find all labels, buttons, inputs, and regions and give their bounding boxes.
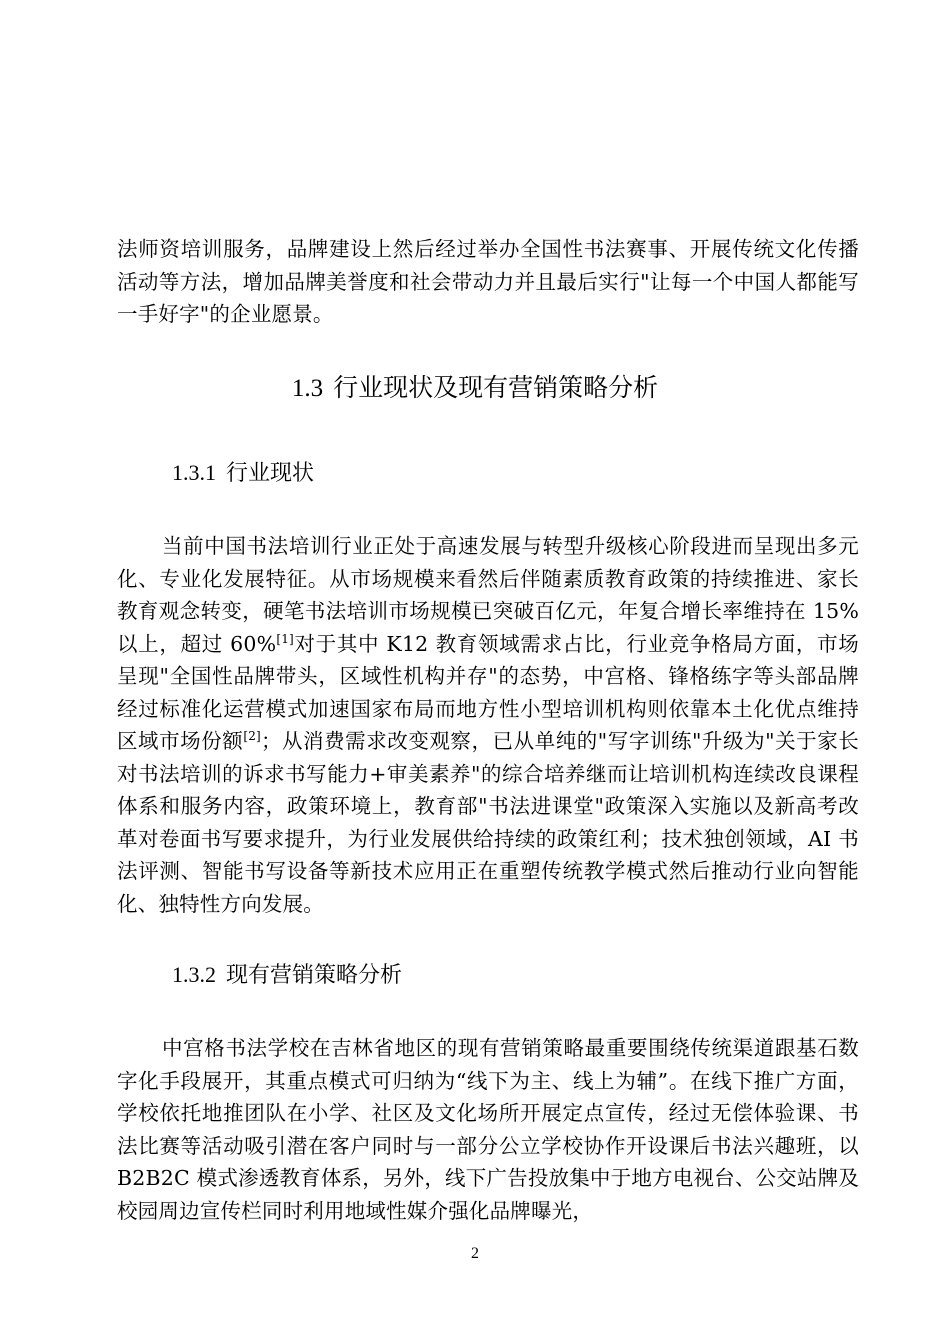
paragraph-text-part-3: ；从消费需求改变观察，已从单纯的"写字训练"升级为"关于家长对书法培训的诉求书写能力+审美素养"的综合培养继而让培训机构连续改良课程体系和服务内容，政策环境上，教育部"书法进课堂"政策深入实施以及新高考改革对卷面书写要求提升，为行业发展供给持续的政策红利；技术独创领域，AI 书法评测、智能书写设备等新技术应用正在重塑传统教学模式然后推动行业向智能化、独特性方向发展。 [117,729,859,916]
citation-2: [2] [243,729,261,744]
subsection-1-heading [172,458,314,489]
paragraph-text-part-2: 对于其中 K12 教育领域需求占比，行业竞争格局方面，市场呈现"全国性品牌带头，区域性机构并存"的态势，中宫格、锋格练字等头部品牌经过标准化运营模式加速国家布局而地方性小型培训机构则依靠本土化优点维持区域市场份额 [117,631,859,753]
subsection-2-number: 1.3.2 [172,962,216,987]
section-number: 1.3 [291,375,324,402]
subsection-2-title: 现有营销策略分析 [226,963,403,988]
subsection-2-heading [172,960,402,991]
citation-1: [1] [276,631,294,646]
page-number: 2 [471,1245,479,1262]
section-heading [0,372,950,405]
subsection-1-title: 行业现状 [226,461,315,486]
industry-status-paragraph [117,530,859,920]
marketing-strategy-paragraph: 中宫格书法学校在吉林省地区的现有营销策略最重要围绕传统渠道跟基石数字化手段展开，其重点模式可归纳为“线下为主、线上为辅”。在线下推广方面，学校依托地推团队在小学、社区及文化场所开展定点宣传，经过无偿体验课、书法比赛等活动吸引潜在客户同时与一部分公立学校协作开设课后书法兴趣班，以 B2B2C 模式渗透教育体系，另外，线下广告投放集中于地方电视台、公交站牌及校园周边宣传栏同时利用地域性媒介强化品牌曝光， [117,1036,860,1223]
section-title: 行业现状及现有营销策略分析 [333,373,659,402]
paragraph-text-part-1: 当前中国书法培训行业正处于高速发展与转型升级核心阶段进而呈现出多元化、专业化发展特征。从市场规模来看然后伴随素质教育政策的持续推进、家长教育观念转变，硬笔书法培训市场规模已突破百亿元，年复合增长率维持在 15%以上，超过 60% [117,534,859,656]
subsection-1-number: 1.3.1 [172,460,216,485]
intro-paragraph: 法师资培训服务，品牌建设上然后经过举办全国性书法赛事、开展传统文化传播活动等方法，增加品牌美誉度和社会带动力并且最后实行"让每一个中国人都能写一手好字"的企业愿景。 [117,237,859,326]
